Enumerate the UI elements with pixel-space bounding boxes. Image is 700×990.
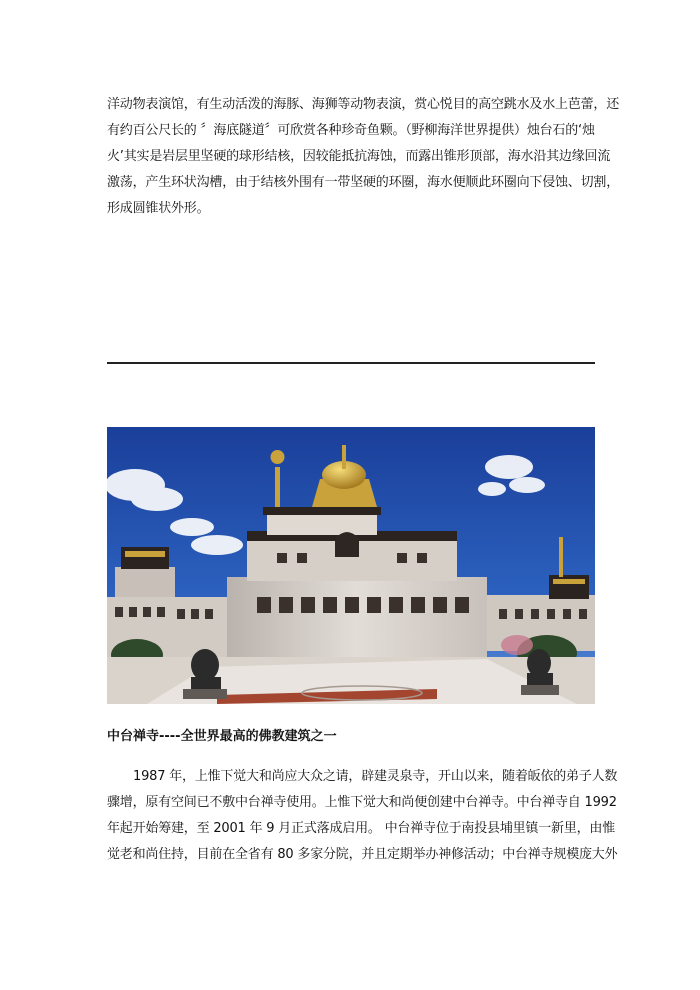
paragraph-line: 有约百公尺长的 〞海底隧道〞可欣赏各种珍奇鱼颗。（野柳海洋世界提供）烛台石的‘烛 <box>107 123 595 138</box>
section-heading: 中台禅寺----全世界最高的佛教建筑之一 <box>107 729 337 744</box>
paragraph-line: 觉老和尚住持，目前在全省有 80 多家分院，并且定期举办神修活动；中台禅寺规模庞大外 <box>107 847 618 862</box>
section-paragraph <box>107 764 618 868</box>
paragraph-line: 1987 年，上惟下觉大和尚应大众之请，辟建灵泉寺，开山以来，随着皈依的弟子人数 <box>133 769 618 784</box>
section-divider <box>107 362 595 364</box>
paragraph-line: 洋动物表演馆，有生动活泼的海豚、海狮等动物表演，赏心悦目的高空跳水及水上芭蕾，还 <box>107 97 620 112</box>
paragraph-line: 形成圆锥状外形。 <box>107 201 210 216</box>
temple-photo <box>107 427 595 704</box>
paragraph-line: 火’其实是岩层里坚硬的球形结核，因较能抵抗海蚀，而露出锥形顶部，海水沿其边缘回流 <box>107 149 611 164</box>
paragraph-line: 激荡，产生环状沟槽，由于结核外围有一带坚硬的环圈，海水便顺此环圈向下侵蚀、切割， <box>107 175 620 190</box>
paragraph-line: 骤增，原有空间已不敷中台禅寺使用。上惟下觉大和尚便创建中台禅寺。中台禅寺自 1992 <box>107 795 617 810</box>
paragraph-line: 年起开始筹建，至 2001 年 9 月正式落成启用。 中台禅寺位于南投县埔里镇一新里，由惟 <box>107 821 616 836</box>
top-paragraph <box>107 92 620 222</box>
